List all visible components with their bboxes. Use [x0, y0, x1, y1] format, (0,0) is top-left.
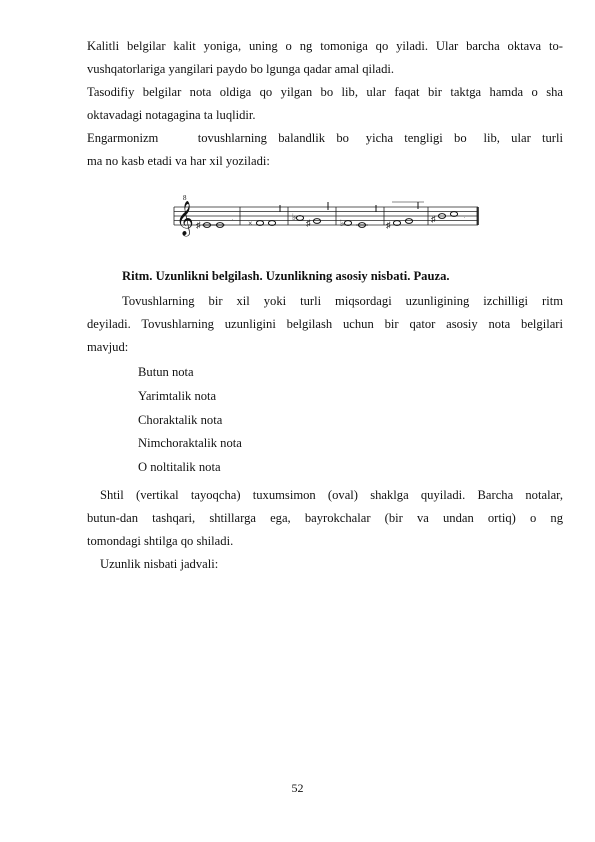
list-item: Yarimtalik nota: [138, 388, 217, 403]
paragraph-rhythm-line3: mavjud:: [87, 340, 129, 354]
paragraph-rhythm-line1: Tovushlarning bir xil yoki turli miqsordagi uzunligining izchilligi ritm: [122, 294, 563, 308]
list-item: Butun nota: [138, 365, 194, 379]
table-caption: Uzunlik nisbati jadvali:: [100, 557, 219, 571]
svg-text:.: .: [232, 217, 234, 222]
svg-text:♯: ♯: [306, 218, 311, 228]
note-types-list: [138, 361, 242, 480]
paragraph-enharmonic-line2: ma no kasb etadi va har xil yoziladi:: [87, 154, 270, 168]
paragraph-key-signatures-line1: Kalitli belgilar kalit yoniga, uning o ng tomoniga qo yiladi. Ular barcha oktava to-: [87, 39, 563, 53]
svg-text:♯: ♯: [386, 220, 391, 230]
paragraph-stems-line3: tomondagi shtilga qo shiladi.: [87, 534, 234, 548]
svg-text:♭: ♭: [340, 218, 345, 228]
octave-mark: 8: [183, 194, 187, 202]
treble-clef-icon: [176, 201, 194, 237]
svg-text:𝄞: 𝄞: [176, 201, 194, 236]
svg-text:×: ×: [248, 219, 253, 228]
svg-text:♯: ♯: [431, 214, 436, 224]
list-item: Nimchoraktalik nota: [138, 436, 242, 451]
list-item: O noltitalik nota: [138, 460, 221, 475]
page-number: 52: [291, 781, 304, 795]
paragraph-key-signatures-line2: vushqatorlariga yangilari paydo bo lgunga qadar amal qiladi.: [87, 62, 395, 76]
svg-text:♯: ♯: [196, 220, 201, 230]
section-heading: Ritm. Uzunlikni belgilash. Uzunlikning asosiy nisbati. Pauza.: [122, 269, 450, 283]
paragraph-stems-line2: butun-dan tashqari, shtillarga ega, bayrokchalar (bir va undan ortiq) o ng: [87, 511, 563, 525]
paragraph-stems-line1: Shtil (vertikal tayoqcha) tuxumsimon (oval) shaklga quyiladi. Barcha notalar,: [100, 488, 563, 502]
enharmonic-music-example: [172, 190, 480, 240]
svg-text:.: .: [464, 215, 466, 220]
list-item: Choraktalik nota: [138, 412, 223, 427]
paragraph-enharmonic-line1: Engarmonizm tovushlarning balandlik bo yicha tengligi bo lib, ular turli: [87, 131, 563, 145]
paragraph-accidentals-line1: Tasodifiy belgilar nota oldiga qo yilgan bo lib, ular faqat bir taktga hamda o sha: [87, 85, 563, 99]
paragraph-accidentals-line2: oktavadagi notagagina ta luqlidir.: [87, 108, 256, 122]
svg-text:♭: ♭: [292, 212, 297, 222]
paragraph-rhythm-line2: deyiladi. Tovushlarning uzunligini belgilash uchun bir qator asosiy nota belgilari: [87, 317, 563, 331]
